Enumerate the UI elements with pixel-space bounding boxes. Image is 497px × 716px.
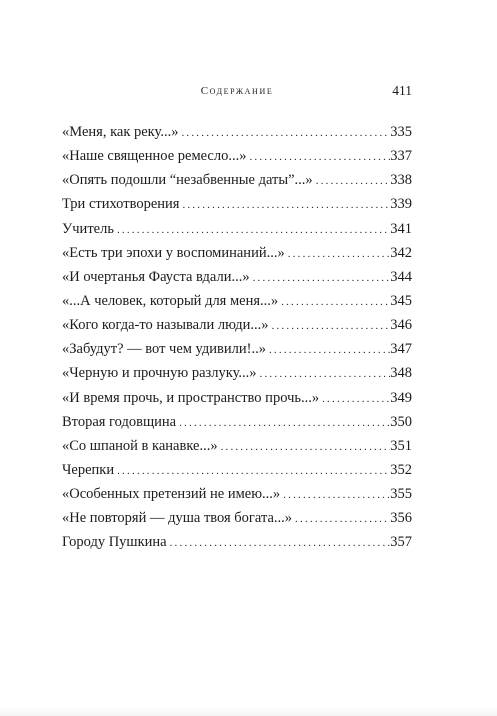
toc-entry <box>62 313 412 337</box>
toc-entry-title: «...А человек, который для меня...» <box>62 292 279 309</box>
toc-entry <box>62 458 412 482</box>
toc-entry-title: «Со шпаной в канавке...» <box>62 437 218 454</box>
dot-leader <box>179 193 390 217</box>
toc-entry-page: 335 <box>390 124 412 140</box>
toc-entry-title: «Особенных претензий не имею...» <box>62 486 281 503</box>
toc-entry-title: «И очертанья Фауста вдали...» <box>62 268 250 285</box>
running-title: Содержание <box>200 85 274 97</box>
toc-entry-title: «И время прочь, и пространство прочь...» <box>62 389 320 406</box>
toc-entry <box>62 168 412 192</box>
toc-entry-title: «Не повторяй — душа твоя богата...» <box>62 510 293 527</box>
toc-entry-page: 357 <box>390 534 412 551</box>
toc-entry <box>62 337 412 361</box>
toc-entry-title: Вторая годовщина <box>62 413 177 430</box>
toc-entry <box>62 241 412 265</box>
toc-entry-page: 346 <box>390 317 412 334</box>
toc-entry-page: 348 <box>390 365 412 382</box>
toc-entry-page: 350 <box>390 413 412 430</box>
dot-leader <box>280 483 390 507</box>
toc-entry-title: «Опять подошли “незабвенные даты”...» <box>62 172 313 189</box>
toc-entry-page: 338 <box>390 172 412 189</box>
dot-leader <box>176 411 390 435</box>
page-edge-shadow <box>0 706 497 716</box>
toc-entry-page: 349 <box>390 389 412 406</box>
toc-entry <box>62 265 412 289</box>
dot-leader <box>178 121 390 145</box>
toc-entry-title: Черепки <box>62 461 115 478</box>
toc-entry-page: 347 <box>390 341 412 358</box>
toc-entry <box>62 144 412 168</box>
toc-entry <box>62 361 412 385</box>
toc-entry <box>62 530 412 554</box>
dot-leader <box>292 507 390 531</box>
toc-entry-title: «Есть три эпохи у воспоминаний...» <box>62 244 285 261</box>
toc-entry-page: 341 <box>390 220 412 237</box>
toc-entry-title: «Меня, как реку...» <box>62 124 179 140</box>
dot-leader <box>257 362 391 386</box>
toc-entry-page: 337 <box>390 148 412 165</box>
dot-leader <box>218 435 391 459</box>
toc-entry <box>62 410 412 434</box>
toc-entry <box>62 386 412 410</box>
toc-entry <box>62 217 412 241</box>
toc-entry-title: Учитель <box>62 220 114 237</box>
dot-leader <box>114 459 390 483</box>
toc-entry-title: «Черную и прочную разлуку...» <box>62 365 257 382</box>
toc-entry <box>62 289 412 313</box>
dot-leader <box>250 266 391 290</box>
dot-leader <box>278 290 390 314</box>
toc-entry-page: 342 <box>390 244 412 261</box>
toc-entry-page: 345 <box>390 292 412 309</box>
dot-leader <box>285 242 391 266</box>
dot-leader <box>266 338 390 362</box>
table-of-contents <box>62 120 412 555</box>
dot-leader <box>319 387 390 411</box>
toc-entry-title: Городу Пушкина <box>62 534 167 551</box>
toc-entry-title: Три стихотворения <box>62 196 180 213</box>
dot-leader <box>114 218 390 242</box>
toc-entry-title: «Забудут? — вот чем удивили!..» <box>62 341 266 358</box>
toc-entry <box>62 120 412 144</box>
toc-entry <box>62 192 412 216</box>
running-header <box>62 83 412 101</box>
toc-entry-title: «Кого когда-то называли люди...» <box>62 317 269 334</box>
dot-leader <box>246 145 390 169</box>
toc-entry <box>62 506 412 530</box>
page-number: 411 <box>392 83 412 98</box>
toc-entry-page: 344 <box>390 268 412 285</box>
toc-entry <box>62 482 412 506</box>
toc-entry-page: 339 <box>390 196 412 213</box>
dot-leader <box>268 314 390 338</box>
dot-leader <box>167 531 391 555</box>
toc-entry <box>62 434 412 458</box>
dot-leader <box>313 169 391 193</box>
toc-entry-title: «Наше священное ремесло...» <box>62 148 247 165</box>
toc-entry-page: 351 <box>390 437 412 454</box>
toc-entry-page: 352 <box>390 461 412 478</box>
toc-entry-page: 355 <box>390 486 412 503</box>
toc-entry-page: 356 <box>390 510 412 527</box>
